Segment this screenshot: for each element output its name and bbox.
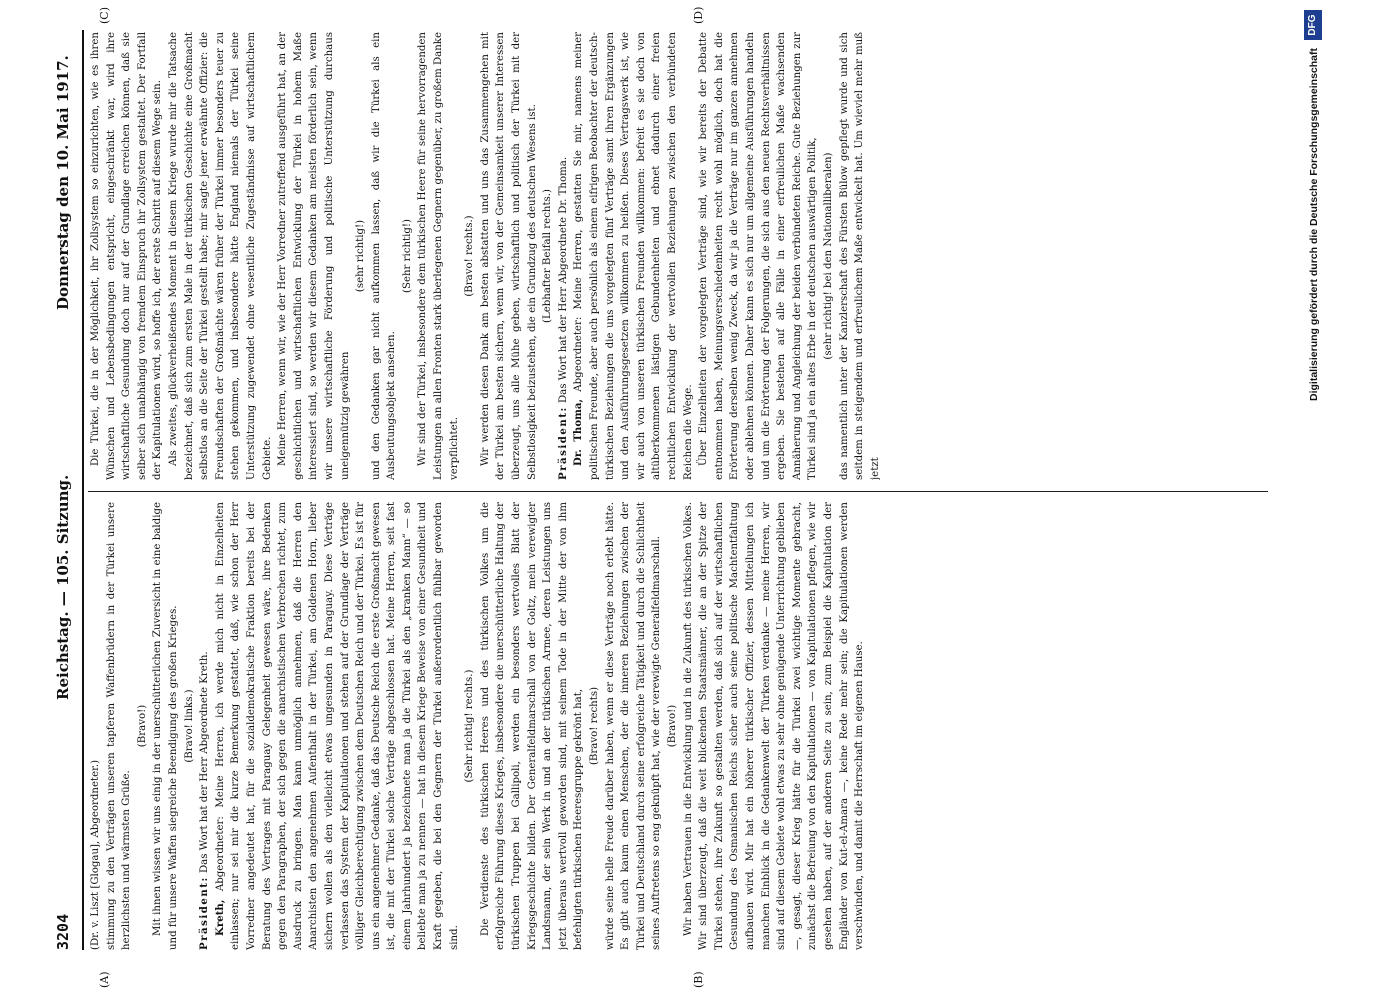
paragraph: Über Einzelheiten der vorgelegten Verträge sind, wie wir bereits der Debatte entnommen haben, Meinungsverschiedenheiten recht wohl möglich, doch hat die Erörterung derselben wenig Zweck, da wir ja die Verträge nur im ganzen annehmen oder ablehnen können. Daher kann es sich nur um allgemeine Ausführungen handeln und um die Erörterung der Folgerungen, die sich aus den neuen Rechtsverhältnissen ergeben. Sie bestehen auf alle Fälle in einer erfreulichen Maße wachsenden Annäherung und Angleichung der beiden verbündeten Reiche. Gute Beziehungen zur Türkei sind ja ein altes Erbe in der deutschen auswärtigen Politik, bbox=[698, 32, 819, 480]
paragraph: Wir sind der Türkei, insbesondere dem türkischen Heere für seine hervorragenden Leistungen an allen Fronten stark überlegenen Gegnern gegenüber, zu großem Danke verpflichtet. bbox=[417, 32, 460, 480]
interjection: (Bravo!) bbox=[136, 704, 148, 748]
paragraph: Wir werden diesen Dank am besten abstatten und uns das Zusammengehen mit der Türkei am besten sichern, wenn wir, von der Gemeinsamkeit unserer Interessen überzeugt, uns alle Mühe geben, wirtschaftlich und politisch der Türkei mit der Selbstlosigkeit beizustehen, die ein Grundzug des deutschen Wesens ist. bbox=[479, 32, 538, 480]
interjection: (sehr richtig! bei den Nationalliberalen) bbox=[822, 152, 834, 360]
speaker-label: Präsident: bbox=[556, 406, 569, 480]
paragraph: und den Gedanken gar nicht aufkommen lassen, daß wir die Türkei als ein Ausbeutungsobjekt ansehen. bbox=[370, 32, 398, 480]
interjection: (Lebhafter Beifall rechts.) bbox=[542, 189, 554, 323]
right-text-column bbox=[88, 32, 1278, 480]
interjection: (Bravo!) bbox=[666, 704, 678, 748]
page-header bbox=[52, 30, 78, 950]
speaker-text: Das Wort hat der Herr Abgeordnete Dr. Thoma. bbox=[557, 156, 569, 404]
paragraph: Mit ihnen wissen wir uns einig in der unerschütterlichen Zuversicht in eine baldige und für unsere Waffen siegreiche Beendigung des großen Krieges. bbox=[152, 502, 179, 950]
president-announcement bbox=[197, 502, 213, 950]
margin-mark-b: (B) bbox=[692, 971, 705, 988]
digitization-credit bbox=[1300, 0, 1330, 1000]
speech-paragraph bbox=[213, 502, 463, 950]
interjection: (Bravo! rechts.) bbox=[464, 215, 476, 297]
speaker-label: Präsident: bbox=[198, 876, 211, 950]
paragraph: Als zweites, glückverheißendes Moment in diesem Kriege wurde mir die Tatsache bezeichnet, daß sich zum ersten Male in der türkischen Geschichte eine Großmacht selbstlos an die Seite der Türkei gestellt habe; mir sagte jener erwähnte Offizier: die Freundschaften der Großmächte wären früher der Türkei immer besonders teuer zu stehen gekommen, und insbesondere hätte England niemals der Türkei seine Unterstützung zugewendet ohne wesentliche Zugeständnisse auf wirtschaftlichem Gebiete. bbox=[167, 32, 273, 480]
interjection: (Bravo! rechts) bbox=[589, 686, 600, 766]
paragraph: würde seine helle Freude darüber haben, wenn er diese Verträge noch erlebt hätte. Es gibt auch kaum einen Menschen, der die inneren Beziehungen zwischen der Türkei und Deutschland durch seine erfolgreiche Tätigkeit und durch die Schlichtheit seines Auftretens so eng geknüpft hat, wie der verewigte Generalfeldmarschall. bbox=[604, 502, 663, 950]
speaker-continuation-note: (Dr. v. Liszt [Glogau], Abgeordneter.) bbox=[90, 759, 101, 950]
header-date-title: Donnerstag den 10. Mai 1917. bbox=[54, 55, 72, 310]
interjection: (Bravo! links.) bbox=[183, 689, 195, 763]
margin-mark-d: (D) bbox=[692, 6, 705, 24]
header-session-title: Reichstag. — 105. Sitzung. bbox=[54, 474, 72, 700]
page-number: 3204 bbox=[54, 913, 72, 950]
speech-paragraph bbox=[571, 32, 696, 480]
interjection: (sehr richtig!) bbox=[355, 219, 367, 293]
column-divider bbox=[88, 491, 1268, 492]
digitization-credit-text: Digitalisierung gefördert durch die Deutsche Forschungsgemeinschaft bbox=[1308, 48, 1320, 401]
left-text-column bbox=[88, 502, 1278, 950]
president-announcement bbox=[556, 32, 572, 480]
margin-mark-a: (A) bbox=[98, 971, 111, 988]
interjection: (Sehr richtig!) bbox=[401, 219, 413, 293]
paragraph: stimmung zu den Verträgen unseren tapferen Waffenbrüdern in der Türkei unsere herzlichsten und wärmsten Grüße. bbox=[105, 502, 133, 950]
document-page bbox=[52, 6, 1282, 988]
interjection: (Sehr richtig! rechts.) bbox=[464, 669, 476, 783]
speaker-label: Dr. Thoma, bbox=[572, 398, 585, 466]
speaker-label: Kreth, bbox=[213, 899, 226, 936]
paragraph: Wir haben Vertrauen in die Entwicklung und in die Zukunft des türkischen Volkes. Wir sind überzeugt, daß die weit blickenden Staatsmänner, die an der Spitze der Türkei stehen, ihre Zukunft so gestalten werden, daß sich auf der wirtschaftlichen Gesundung des Osmanischen Reichs sicher auch seine politische Machtentfaltung aufbauen wird. Mir hat ein höherer türkischer Offizier, dessen Mitteilungen ich manchen Einblick in die Gedankenwelt der Türken verdanke — meine Herren, wir sind auf diesem Gebiete wohl etwas zu sehr ohne genügende Unterrichtung geblieben —, gesagt, dieser Krieg hätte für die Türkei zwei wichtige Momente gebracht, zunächst die Befreiung von den Kapitulationen — von Kapitulationen pflegen, wie wir gesehen haben, auf der anderen Seite zu sein, zum Beispiel die Kapitulation der Engländer von Kut-el-Amara —, keine Rede mehr sein; die Kapitulationen werden verschwinden, und damit die Herrschaft im eigenen Hause. bbox=[682, 502, 866, 950]
header-rule bbox=[82, 30, 84, 950]
dfg-logo: DFG bbox=[1304, 10, 1322, 40]
paragraph: Die Verdienste des türkischen Heeres und des türkischen Volkes um die erfolgreiche Führung dieses Krieges, insbesondere die unerschütterliche Haltung der türkischen Truppen bei Gallipoli, werden ein besonders wertvolles Blatt der Kriegsgeschichte bilden. Der Generalfeldmarschall von der Goltz, mein verewigter Landsmann, der sein Werk in und an der türkischen Armee, deren Leistungen uns jetzt überaus wertvoll geworden sind, mit seinem Tode in der Mitte der von ihm befehligten türkischen Heeresgruppe gekrönt hat, bbox=[479, 502, 585, 950]
paragraph: Meine Herren, wenn wir, wie der Herr Vorredner zutreffend ausgeführt hat, an der geschichtlichen und wirtschaftlichen Entwicklung der Türkei in hohem Maße interessiert sind, so werden wir diesem Gedanken am meisten förderlich sein, wenn wir unsere wirtschaftliche Förderung und politische Unterstützung durchaus uneigennützig gewähren bbox=[277, 32, 351, 480]
paragraph: das namentlich unter der Kanzlerschaft des Fürsten Bülow gepflegt wurde und sich seitdem in steigendem und erfreulichem Maße entwickelt hat. Um wieviel mehr muß jetzt bbox=[838, 32, 881, 480]
paragraph: Die Türkei, die in der Möglichkeit, ihr Zollsystem so einzurichten, wie es ihren Wünschen und Lebensbedingungen entspricht, eingeschränkt war, wird ihre wirtschaftliche Gesundung doch nur auf der Grundlage erreichen können, daß sie selber sich unabhängig von fremdem Einspruch ihr Zollsystem gestaltet. Der Fortfall der Kapitulationen wird, so hoffe ich, der erste Schritt auf diesem Wege sein. bbox=[90, 32, 164, 480]
margin-mark-c: (C) bbox=[98, 7, 111, 24]
speaker-text: Das Wort hat der Herr Abgeordnete Kreth. bbox=[199, 651, 211, 874]
speaker-text: Abgeordneter: Meine Herren, ich werde mich nicht in Einzelheiten einlassen; nur sei mir die kurze Bemerkung gestattet, daß, wie schon der Herr Vorredner angedeutet hat, für die sozialdemokratische Fraktion bereits bei der Beratung des Vertrages mit Paraguay Gelegenheit gewesen wäre, ihre Bedenken gegen den Paragraphen, der sich gegen die anarchistischen Verbrechen richtet, zum Ausdruck zu bringen. Man kann unmöglich annehmen, daß die Herren den Anarchisten den angenehmen Aufenthalt in der Türkei, am Goldenen Horn, lieber sichern wollen als den vielleicht etwas ungesunden in Paraguay. Diese Verträge verlassen das System der Kapitulationen und stehen auf der Grundlage der Verträge völliger Gleichberechtigung zwischen dem Deutschen Reich und der Türkei. Es ist für uns ein angenehmer Gedanke, daß das Deutsche Reich die erste Großmacht gewesen ist, die mit der Türkei solche Verträge abgeschlossen hat. Meine Herren, seit fast einem Jahrhundert ja bezeichnete man ja die Türkei als den „kranken Mann“ — so beliebte man ja zu nennen — hat in diesem Kriege Beweise von einer Gesundheit und Kraft gegeben, die bei den Gegnern der Türkei außerordentlich fühlbar geworden sind. bbox=[214, 502, 460, 950]
speaker-text: Abgeordneter: Meine Herren, gestatten Sie mir, namens meiner politischen Freunde, aber auch persönlich als einem eifrigen Beobachter der deutsch-türkischen Beziehungen die uns vorgelegten fünf Verträge samt ihren Ergänzungen und den Ausführungsgesetzen willkommen zu heißen. Dieses Vertragswerk ist, wie wir auch von unseren türkischen Freunden willkommen: befreit es sie doch von altüberkommenen lästigen Gebundenheiten und ebnet dadurch einer freien rechtlichen Entwicklung der wertvollen Beziehungen zwischen den verbündeten Reichen die Wege. bbox=[573, 32, 694, 480]
